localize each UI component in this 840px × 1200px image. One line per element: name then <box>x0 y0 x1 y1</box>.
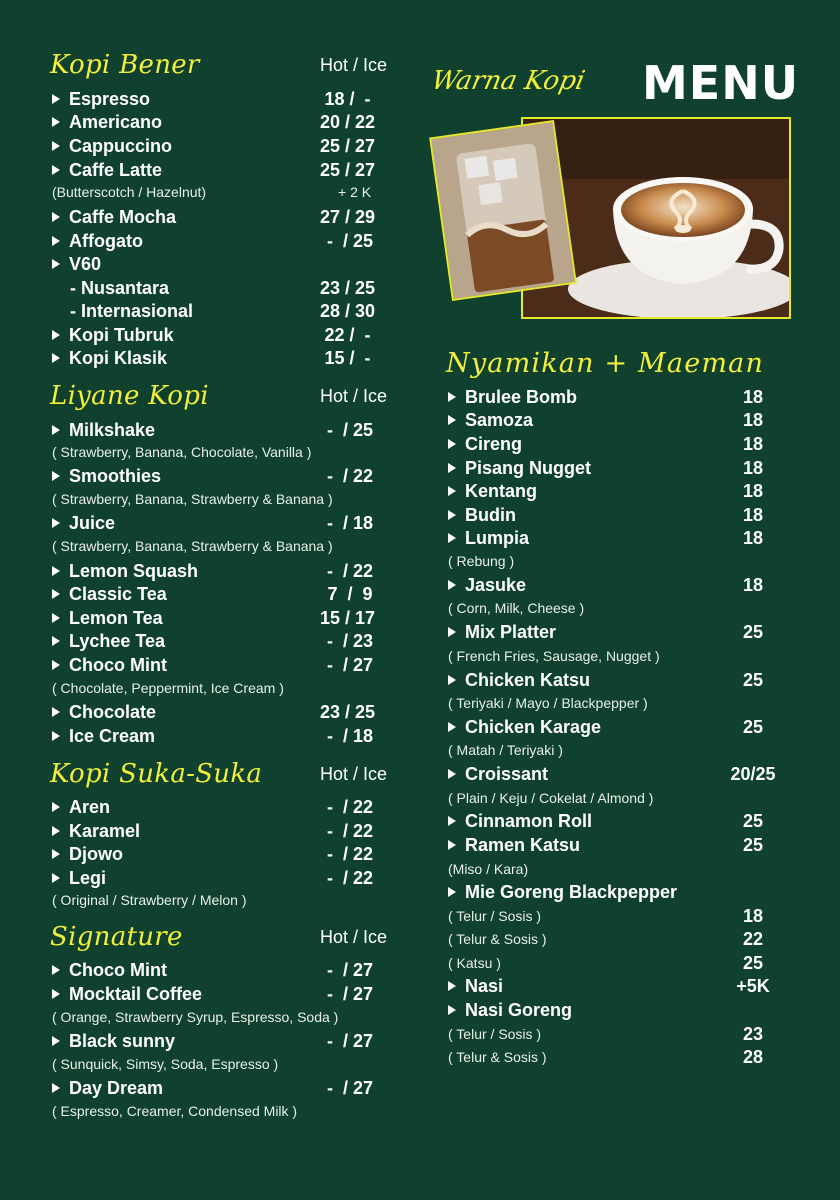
menu-item <box>50 868 410 892</box>
item-name: Mix Platter <box>465 622 557 642</box>
menu-option <box>446 906 806 930</box>
item-price: 23 / 25 <box>319 278 376 298</box>
item-price: - / 27 <box>321 1078 374 1098</box>
item-price: 23 <box>742 1024 764 1044</box>
item-name: Aren <box>69 797 111 817</box>
menu-item <box>50 231 410 255</box>
arrow-icon <box>52 965 60 975</box>
menu-item <box>446 434 806 458</box>
item-description: ( Teriyaki / Mayo / Blackpepper ) <box>448 695 648 711</box>
item-description: ( Chocolate, Peppermint, Ice Cream ) <box>52 680 284 696</box>
option-label: ( Telur / Sosis ) <box>448 908 542 924</box>
arrow-icon <box>52 1083 60 1093</box>
arrow-icon <box>448 981 456 991</box>
item-description: ( Rebung ) <box>448 553 515 569</box>
menu-item <box>50 984 410 1008</box>
menu-item <box>446 458 806 482</box>
arrow-icon <box>52 236 60 246</box>
item-price: 20/25 <box>730 764 776 784</box>
option-label: ( Telur & Sosis ) <box>448 1049 547 1065</box>
item-price: 18 <box>742 387 764 407</box>
arrow-icon <box>448 887 456 897</box>
item-name: Chocolate <box>69 702 157 722</box>
hot-ice-label: Hot / Ice <box>320 386 388 406</box>
item-name: Kentang <box>465 481 537 501</box>
menu-option <box>446 929 806 953</box>
item-name: Smoothies <box>69 466 162 486</box>
item-price: 25 <box>742 622 764 642</box>
item-name: Jasuke <box>465 575 527 595</box>
arrow-icon <box>52 425 60 435</box>
item-price: 18 <box>742 505 764 525</box>
arrow-icon <box>448 722 456 732</box>
menu-item <box>50 1078 410 1102</box>
menu-item <box>446 976 806 1000</box>
item-price: - / 22 <box>321 466 374 486</box>
section-kopi-bener <box>50 50 400 86</box>
item-price: 18 <box>742 434 764 454</box>
item-name: Choco Mint <box>69 655 167 675</box>
item-name: Espresso <box>69 89 151 109</box>
item-name: Croissant <box>465 764 549 784</box>
menu-subitem <box>50 301 410 325</box>
section-kopi-suka-suka <box>50 759 400 795</box>
menu-item <box>446 1000 806 1024</box>
item-name: Lemon Tea <box>69 608 163 628</box>
arrow-icon <box>448 580 456 590</box>
item-price: - / 25 <box>321 231 374 251</box>
item-name: Mie Goreng Blackpepper <box>465 882 678 902</box>
item-name: Kopi Tubruk <box>69 325 174 345</box>
menu-item <box>50 136 410 160</box>
section-nyamikan-maeman <box>446 348 796 384</box>
item-name: Djowo <box>69 844 123 864</box>
arrow-icon <box>52 873 60 883</box>
arrow-icon <box>52 849 60 859</box>
menu-item <box>446 811 806 835</box>
hot-ice-label: Hot / Ice <box>320 55 388 75</box>
section-liyane-kopi <box>50 381 400 417</box>
arrow-icon <box>448 675 456 685</box>
item-description: ( Espresso, Creamer, Condensed Milk ) <box>52 1103 298 1119</box>
menu-item <box>50 207 410 231</box>
menu-item <box>446 717 806 741</box>
arrow-icon <box>448 627 456 637</box>
arrow-icon <box>52 141 60 151</box>
item-price: +5K <box>736 976 770 996</box>
item-name: Cireng <box>465 434 523 454</box>
item-name: Chicken Katsu <box>465 670 591 690</box>
item-description: ( Corn, Milk, Cheese ) <box>448 600 585 616</box>
menu-item <box>446 764 806 788</box>
arrow-icon <box>52 117 60 127</box>
item-name: Chicken Karage <box>465 717 602 737</box>
item-price: 25 / 27 <box>319 160 376 180</box>
item-price: 18 <box>742 575 764 595</box>
item-price: - / 27 <box>321 1031 374 1051</box>
item-price: 28 / 30 <box>319 301 376 321</box>
item-price: 25 <box>742 670 764 690</box>
arrow-icon <box>52 636 60 646</box>
item-name: Mocktail Coffee <box>69 984 203 1004</box>
item-name: Milkshake <box>69 420 156 440</box>
item-name: Affogato <box>69 231 143 251</box>
menu-item <box>50 702 410 726</box>
arrow-icon <box>52 259 60 269</box>
item-name: Caffe Mocha <box>69 207 177 227</box>
item-name: Lemon Squash <box>69 561 199 581</box>
arrow-icon <box>448 816 456 826</box>
item-name: Kopi Klasik <box>69 348 168 368</box>
option-label: ( Telur & Sosis ) <box>448 931 547 947</box>
item-price: 7 / 9 <box>322 584 373 604</box>
item-price: 23 / 25 <box>319 702 376 722</box>
menu-item <box>50 466 410 490</box>
arrow-icon <box>448 769 456 779</box>
item-name: Brulee Bomb <box>465 387 578 407</box>
menu-option <box>446 1024 806 1048</box>
item-name: V60 <box>69 254 102 274</box>
item-price: - / 27 <box>321 984 374 1004</box>
menu-item <box>50 513 410 537</box>
arrow-icon <box>52 660 60 670</box>
menu-item <box>446 575 806 599</box>
item-name: - Nusantara <box>70 278 170 298</box>
option-label: ( Katsu ) <box>448 955 501 971</box>
item-name: Legi <box>69 868 107 888</box>
item-price: 22 <box>742 929 764 949</box>
menu-item <box>50 160 410 184</box>
hot-ice-label: Hot / Ice <box>320 764 388 784</box>
arrow-icon <box>52 330 60 340</box>
menu-item <box>50 325 410 349</box>
item-price: - / 25 <box>321 420 374 440</box>
menu-item <box>50 631 410 655</box>
item-description: ( Strawberry, Banana, Strawberry & Banana ) <box>52 491 333 507</box>
arrow-icon <box>52 826 60 836</box>
menu-item <box>446 528 806 552</box>
item-price: 25 <box>742 717 764 737</box>
arrow-icon <box>448 510 456 520</box>
section-signature <box>50 922 400 958</box>
item-price: - / 23 <box>321 631 374 651</box>
iced-latte-photo <box>429 120 577 301</box>
addon-price: + 2 K <box>338 184 372 200</box>
item-price: - / 22 <box>321 561 374 581</box>
item-price: 18 <box>742 906 764 926</box>
arrow-icon <box>448 840 456 850</box>
menu-item <box>50 608 410 632</box>
hot-ice-label: Hot / Ice <box>320 927 388 947</box>
item-price: - / 22 <box>321 821 374 841</box>
menu-item <box>446 387 806 411</box>
section-title: Kopi Bener <box>50 50 200 80</box>
item-price: - / 27 <box>321 960 374 980</box>
item-price: 25 / 27 <box>319 136 376 156</box>
section-title: Signature <box>50 922 183 952</box>
arrow-icon <box>52 802 60 812</box>
arrow-icon <box>52 212 60 222</box>
arrow-icon <box>52 471 60 481</box>
item-price: 25 <box>742 953 764 973</box>
arrow-icon <box>448 463 456 473</box>
item-price: - / 22 <box>321 844 374 864</box>
item-price: 20 / 22 <box>319 112 376 132</box>
item-price: 25 <box>742 811 764 831</box>
arrow-icon <box>448 415 456 425</box>
iced-latte-image <box>431 122 576 301</box>
item-price: - / 18 <box>321 513 374 533</box>
item-description: ( Sunquick, Simsy, Soda, Espresso ) <box>52 1056 279 1072</box>
arrow-icon <box>448 486 456 496</box>
item-name: Ice Cream <box>69 726 156 746</box>
section-title: Liyane Kopi <box>50 381 209 411</box>
menu-item <box>446 622 806 646</box>
arrow-icon <box>52 989 60 999</box>
arrow-icon <box>448 392 456 402</box>
arrow-icon <box>52 613 60 623</box>
item-name: Cinnamon Roll <box>465 811 592 831</box>
item-description: ( Matah / Teriyaki ) <box>448 742 563 758</box>
item-name: Pisang Nugget <box>465 458 592 478</box>
item-price: 28 <box>742 1047 764 1067</box>
item-name: Samoza <box>465 410 534 430</box>
section-title: Kopi Suka-Suka <box>50 759 263 789</box>
item-name: Classic Tea <box>69 584 167 604</box>
item-price: 25 <box>742 835 764 855</box>
item-name: Black sunny <box>69 1031 176 1051</box>
menu-item <box>50 655 410 679</box>
menu-item <box>446 882 806 906</box>
item-name: Americano <box>69 112 163 132</box>
item-name: Day Dream <box>69 1078 164 1098</box>
item-description: ( Strawberry, Banana, Chocolate, Vanilla ) <box>52 444 312 460</box>
item-price: 18 <box>742 528 764 548</box>
arrow-icon <box>52 518 60 528</box>
menu-heading: MENU <box>642 56 800 110</box>
item-price: 22 / - <box>324 325 371 345</box>
item-name: Karamel <box>69 821 141 841</box>
menu-item <box>50 420 410 444</box>
menu-item <box>446 481 806 505</box>
item-price: - / 18 <box>321 726 374 746</box>
arrow-icon <box>52 353 60 363</box>
menu-item <box>50 726 410 750</box>
item-name: Nasi <box>465 976 504 996</box>
arrow-icon <box>52 165 60 175</box>
menu-item <box>446 670 806 694</box>
menu-item <box>50 797 410 821</box>
item-description: (Butterscotch / Hazelnut) <box>52 184 207 200</box>
menu-option <box>446 1047 806 1071</box>
item-price: - / 27 <box>321 655 374 675</box>
item-description: ( Strawberry, Banana, Strawberry & Banana ) <box>52 538 333 554</box>
menu-item <box>50 821 410 845</box>
item-name: Choco Mint <box>69 960 167 980</box>
menu-item <box>50 348 410 372</box>
item-price: 15 / 17 <box>319 608 376 628</box>
item-name: Juice <box>69 513 116 533</box>
item-price: 18 <box>742 481 764 501</box>
item-price: 27 / 29 <box>319 207 376 227</box>
item-price: 18 <box>742 458 764 478</box>
arrow-icon <box>448 533 456 543</box>
brand-name: Warna Kopi <box>428 66 588 96</box>
item-name: Caffe Latte <box>69 160 163 180</box>
item-name: Budin <box>465 505 516 525</box>
section-title: Nyamikan + Maeman <box>446 348 765 379</box>
arrow-icon <box>52 731 60 741</box>
item-price: 18 <box>742 410 764 430</box>
item-name: Cappuccino <box>69 136 173 156</box>
item-description: (Miso / Kara) <box>448 861 529 877</box>
option-label: ( Telur / Sosis ) <box>448 1026 542 1042</box>
arrow-icon <box>448 1005 456 1015</box>
item-description: ( Orange, Strawberry Syrup, Espresso, Soda ) <box>52 1009 339 1025</box>
arrow-icon <box>52 1036 60 1046</box>
menu-item <box>446 410 806 434</box>
item-price: 18 / - <box>324 89 371 109</box>
menu-item <box>50 844 410 868</box>
item-description: ( Plain / Keju / Cokelat / Almond ) <box>448 790 654 806</box>
arrow-icon <box>52 94 60 104</box>
arrow-icon <box>448 439 456 449</box>
item-name: Lumpia <box>465 528 530 548</box>
item-description: ( French Fries, Sausage, Nugget ) <box>448 648 660 664</box>
item-name: Lychee Tea <box>69 631 166 651</box>
item-price: - / 22 <box>321 868 374 888</box>
item-description: ( Original / Strawberry / Melon ) <box>52 892 247 908</box>
menu-item <box>446 835 806 859</box>
item-price: 15 / - <box>324 348 371 368</box>
menu-item <box>50 112 410 136</box>
menu-subitem <box>50 278 410 302</box>
menu-item <box>50 584 410 608</box>
arrow-icon <box>52 566 60 576</box>
arrow-icon <box>52 707 60 717</box>
item-name: Nasi Goreng <box>465 1000 573 1020</box>
menu-item <box>50 960 410 984</box>
menu-option <box>446 953 806 977</box>
menu-item <box>50 1031 410 1055</box>
menu-item <box>50 254 410 278</box>
menu-item <box>50 561 410 585</box>
item-price: - / 22 <box>321 797 374 817</box>
item-name: Ramen Katsu <box>465 835 581 855</box>
menu-item <box>50 89 410 113</box>
item-name: - Internasional <box>70 301 194 321</box>
menu-item <box>446 505 806 529</box>
arrow-icon <box>52 589 60 599</box>
